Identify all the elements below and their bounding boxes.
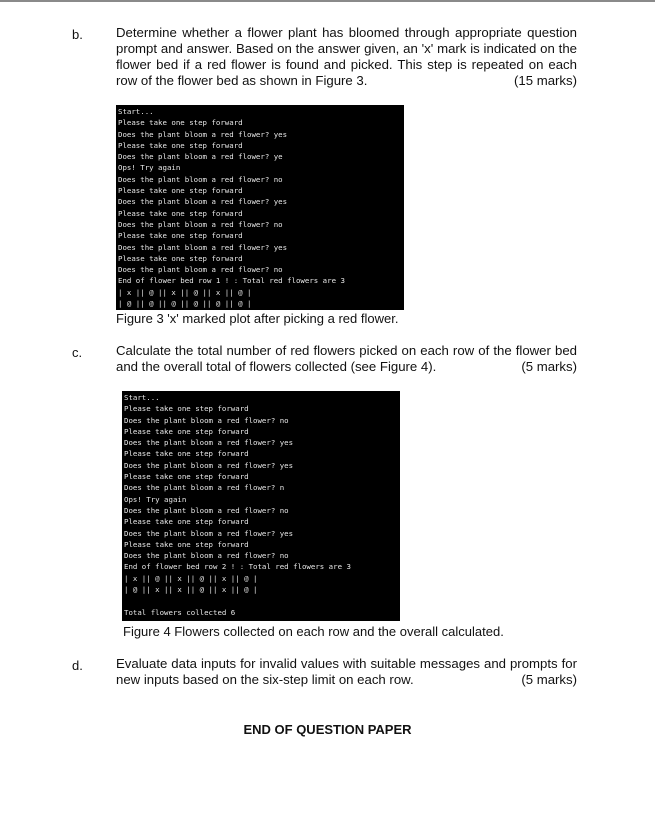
question-b-marks: (15 marks) (513, 73, 577, 88)
question-d-body: Evaluate data inputs for invalid values with suitable messages and prompts for new inputs based on the six-step limit on each row. (116, 656, 577, 687)
console-line: Start... (124, 393, 160, 402)
question-c-body: Calculate the total number of red flowers picked on each row of the flower bed and the overall total of flowers collected (see Figure 4). (116, 343, 577, 374)
console-line: | x || @ || x || @ || x || @ | (118, 287, 252, 297)
console-line: Does the plant bloom a red flower? yes (124, 438, 294, 448)
figure-4-console (122, 391, 400, 621)
question-b-text (116, 25, 577, 89)
console-line: Please take one step forward (124, 426, 249, 436)
console-line: End of flower bed row 1 ! : Total red flowers are 3 (118, 276, 345, 286)
console-line: Please take one step forward (118, 118, 243, 128)
console-line: Ops! Try again (124, 494, 187, 504)
console-line: Does the plant bloom a red flower? yes (124, 528, 294, 538)
console-line: Please take one step forward (118, 186, 243, 196)
console-line: Does the plant bloom a red flower? no (118, 219, 283, 229)
console-line: Does the plant bloom a red flower? no (124, 551, 289, 561)
console-line: | @ || @ || @ || @ || @ || @ | (118, 299, 252, 309)
question-b-letter: b. (72, 27, 83, 42)
console-line: End of flower bed row 2 ! : Total red flowers are 3 (124, 562, 351, 572)
console-line: Does the plant bloom a red flower? ye (118, 152, 283, 162)
question-c-marks: (5 marks) (521, 359, 577, 374)
console-line (124, 595, 398, 606)
console-line: Please take one step forward (124, 517, 249, 527)
console-line: Please take one step forward (124, 539, 249, 549)
console-line: Does the plant bloom a red flower? yes (118, 242, 288, 252)
console-line: Does the plant bloom a red flower? yes (118, 197, 288, 207)
question-c-text (116, 343, 577, 375)
console-line: Does the plant bloom a red flower? no (124, 415, 289, 425)
question-d-letter: d. (72, 658, 83, 673)
console-line: Does the plant bloom a red flower? yes (118, 129, 288, 139)
console-line: Please take one step forward (124, 449, 249, 459)
console-line: Please take one step forward (124, 404, 249, 414)
console-line: Does the plant bloom a red flower? yes (124, 460, 294, 470)
top-rule (0, 0, 655, 2)
question-b-body: Determine whether a flower plant has bloomed through appropriate question prompt and answer. Based on the answer given, an 'x' mark is indicated on the flower bed if a red flower is found and picked. This step is repeated on each row of the flower bed as shown in Figure 3. (116, 25, 577, 88)
figure-4-caption: Figure 4 Flowers collected on each row and the overall calculated. (123, 624, 504, 639)
figure-3-caption: Figure 3 'x' marked plot after picking a red flower. (116, 311, 399, 326)
question-d-marks: (5 marks) (521, 672, 577, 687)
console-line: Does the plant bloom a red flower? n (124, 483, 285, 493)
question-d-text (116, 656, 577, 688)
console-line: Total flowers collected 6 (124, 607, 236, 617)
console-line: Please take one step forward (118, 231, 243, 241)
console-line: Please take one step forward (118, 208, 243, 218)
figure-3-console (116, 105, 404, 310)
console-line: Please take one step forward (124, 472, 249, 482)
console-line: Does the plant bloom a red flower? no (124, 505, 289, 515)
end-of-paper-title: END OF QUESTION PAPER (243, 722, 412, 737)
console-line: Does the plant bloom a red flower? no (118, 265, 283, 275)
console-line: Please take one step forward (118, 253, 243, 263)
console-line: Does the plant bloom a red flower? no (118, 174, 283, 184)
question-c-letter: c. (72, 345, 83, 360)
console-line: | x || @ || x || @ || x || @ | (124, 573, 258, 583)
console-line: Start... (118, 107, 154, 116)
console-line: Please take one step forward (118, 140, 243, 150)
console-line: | @ || x || x || @ || x || @ | (124, 585, 258, 595)
console-line: Ops! Try again (118, 163, 181, 173)
